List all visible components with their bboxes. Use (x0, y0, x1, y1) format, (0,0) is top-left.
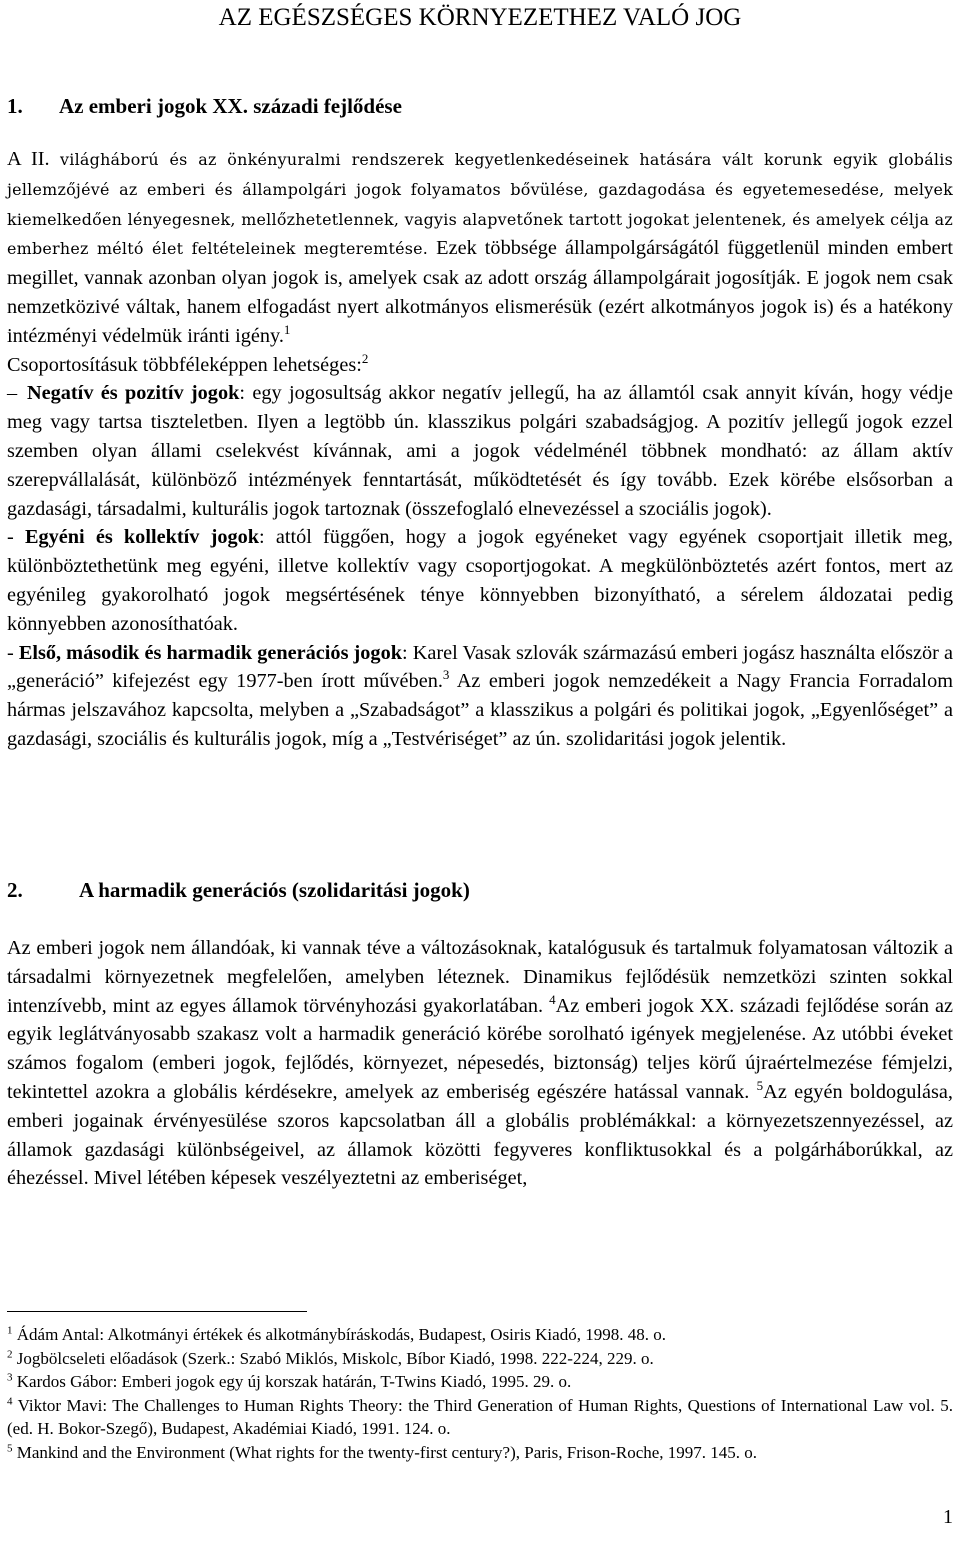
section-2-text-a: Az emberi jogok nem állandóak, ki vannak téve a változásoknak, katalógusuk és tartalmuk folyamatosan változik a társadalmi környezetnek megfelelően, amelyben léteznek. Dinamikus fejlődésük nemzetközi szinten sokkal intenzívebb, mint az egyes államok törvényhozási gyakorlatában. (7, 937, 953, 1017)
footnote-number: 3 (7, 1371, 13, 1384)
footnote-text: Jogbölcseleti előadások (Szerk.: Szabó Miklós, Miskolc, Bíbor Kiadó, 1998. 222-224, 229. o. (12, 1348, 654, 1368)
section-2-number: 2. (7, 878, 23, 902)
section-2-text-b: Az emberi jogok XX. századi fejlődése során az egyik leglátványosabb szakasz volt a harmadik generáció körébe sorolható igények megjelenése. Az utóbbi éveket számos fogalom (emberi jogok, fejlődés, környezet, népesedés, biztonság) teljes körű újraértelmezése fémjelzi, tekintettel azokra a globális kérdésekre, amelyek az emberiség egészére hatással vannak. (7, 994, 953, 1103)
footnote-1 (7, 1323, 953, 1347)
footnote-text: Mankind and the Environment (What rights for the twenty-first century?), Paris, Frison-Roche, 1997. 145. o. (12, 1442, 758, 1462)
section-1-body (7, 145, 953, 754)
footnote-5 (7, 1441, 953, 1465)
paragraph-2: Csoportosításuk többféleképpen lehetséges: (7, 353, 362, 376)
paragraph-1-rest: Ezek többsége állampolgárságától függetlenül minden embert megillet, vannak azonban olyan jogok is, amelyek csak az adott ország állampolgárait jogosítják. E jogok nem csak nemzetközivé váltak, hanem elfogadást nyert alkotmányos elismerésük (ezért alkotmányos jogok is) és a hatékony intézményi védelmük iránti igény. (7, 237, 954, 347)
list-item-3-term: Első, második és harmadik generációs jogok (18, 641, 402, 664)
section-1-number: 1. (7, 94, 23, 118)
section-2-body (7, 934, 953, 1193)
list-item-1-term: Negatív és pozitív jogok (27, 382, 240, 405)
footnote-3 (7, 1370, 953, 1394)
footnote-text: Kardos Gábor: Emberi jogok egy új korszak határán, T-Twins Kiadó, 1995. 29. o. (12, 1372, 572, 1391)
list-item-1-dash: – (7, 382, 18, 405)
section-2-heading (7, 876, 470, 904)
footnote-2 (7, 1347, 953, 1371)
list-item-2-term: Egyéni és kollektív jogok (24, 526, 260, 549)
footnote-ref-3: 3 (442, 667, 450, 683)
list-item-2-text: : attól függően, hogy a jogok egyéneket vagy egyének csoportjait illetik meg, különböztethetünk meg egyéni, illetve kollektív vagy csoportjogokat. A megkülönböztetés azért fontos, mert az egyénileg gyakorolható jogok megsértésének ténye könnyebben bizonyítható, a sérelem áldozatai pedig könnyebben azonosíthatóak. (7, 526, 953, 635)
footnote-number: 1 (7, 1324, 13, 1337)
footnote-ref-5: 5 (756, 1078, 764, 1094)
paragraph-1-lead: A II. (7, 148, 61, 170)
list-item-1-text: : egy jogosultság akkor negatív jellegű, ha az államtól csak annyit kíván, hogy védje meg vagy tartsa tiszteletben. Ilyen a legtöbb ún. klasszikus polgári szabadságjog. A pozitív jellegű jogok ezzel szemben olyan állami cselekvést kívánnak, ami a jogok védelménél többnek mondható: az állam aktív szerepvállalását, különböző intézmények fenntartását, működtetését és így tovább. Ezek körébe elsősorban a gazdasági, társadalmi, kulturális jogok tartoznak (összefoglaló elnevezéssel a szociális jogok). (7, 382, 953, 520)
footnote-ref-2: 2 (361, 350, 369, 366)
list-item-3-text-a: : Karel Vasak szlovák származású emberi jogász használta először a „generáció” kifejezést egy 1977-ben írott művében. (7, 641, 953, 693)
footnote-number: 4 (7, 1394, 13, 1407)
section-2-title: A harmadik generációs (szolidaritási jogok) (79, 878, 470, 902)
document-title: AZ EGÉSZSÉGES KÖRNYEZETHEZ VALÓ JOG (218, 4, 742, 31)
footnotes (7, 1323, 953, 1464)
footnote-ref-4: 4 (549, 991, 556, 1007)
footnote-separator (7, 1311, 307, 1312)
list-item-3-dash: - (7, 641, 19, 664)
section-2-text-c: Az egyén boldogulása, emberi jogainak érvényesülése szoros kapcsolatban áll a globális problémákkal: a környezetszennyezéssel, az államok gazdasági különbségeivel, az államok közötti fegyveres konfliktusokkal és a polgárháborúkkal, az éhezéssel. Mivel létében képesek veszélyeztetni az emberiséget, (7, 1080, 954, 1190)
list-item-3-text-b: Az emberi jogok nemzedékeit a Nagy Francia Forradalom hármas jelszavához kapcsolta, melyben a „Szabadságot” a klasszikus a polgári és politikai jogok, „Egyenlőséget” a gazdasági, szociális és kulturális jogok, míg a „Testvériséget” az ún. szolidaritási jogok jelentik. (7, 670, 953, 750)
footnote-number: 5 (7, 1441, 13, 1454)
footnote-ref-1: 1 (283, 322, 291, 338)
footnote-text: Ádám Antal: Alkotmányi értékek és alkotmánybíráskodás, Budapest, Osiris Kiadó, 1998. 48. o. (12, 1325, 666, 1344)
footnote-text: Viktor Mavi: The Challenges to Human Rights Theory: the Third Generation of Human Rights, Questions of International Law vol. 5. (ed. H. Bokor-Szegő), Budapest, Akadémiai Kiadó, 1991. 124. o. (7, 1395, 953, 1438)
paragraph-1-spaced: világháború és az önkényuralmi rendszerek kegyetlenkedéseinek hatására vált korunk egyik globális jellemzőjévé az emberi és állampolgári jogok folyamatos bővülése, gazdagodása és egyetemesedése, melyek kiemelkedően lényegesnek, mellőzhetetlennek, vagyis alapvetőnek tartott jogokat jelentenek, és amelyek célja az emberhez méltó élet feltételeinek megteremtése. (7, 150, 954, 259)
section-1-title: Az emberi jogok XX. századi fejlődése (59, 94, 402, 118)
footnote-4 (7, 1394, 953, 1441)
page-number: 1 (943, 1506, 953, 1528)
list-item-2-dash: - (7, 526, 25, 549)
footnote-number: 2 (7, 1347, 13, 1360)
section-1-heading (7, 92, 402, 120)
